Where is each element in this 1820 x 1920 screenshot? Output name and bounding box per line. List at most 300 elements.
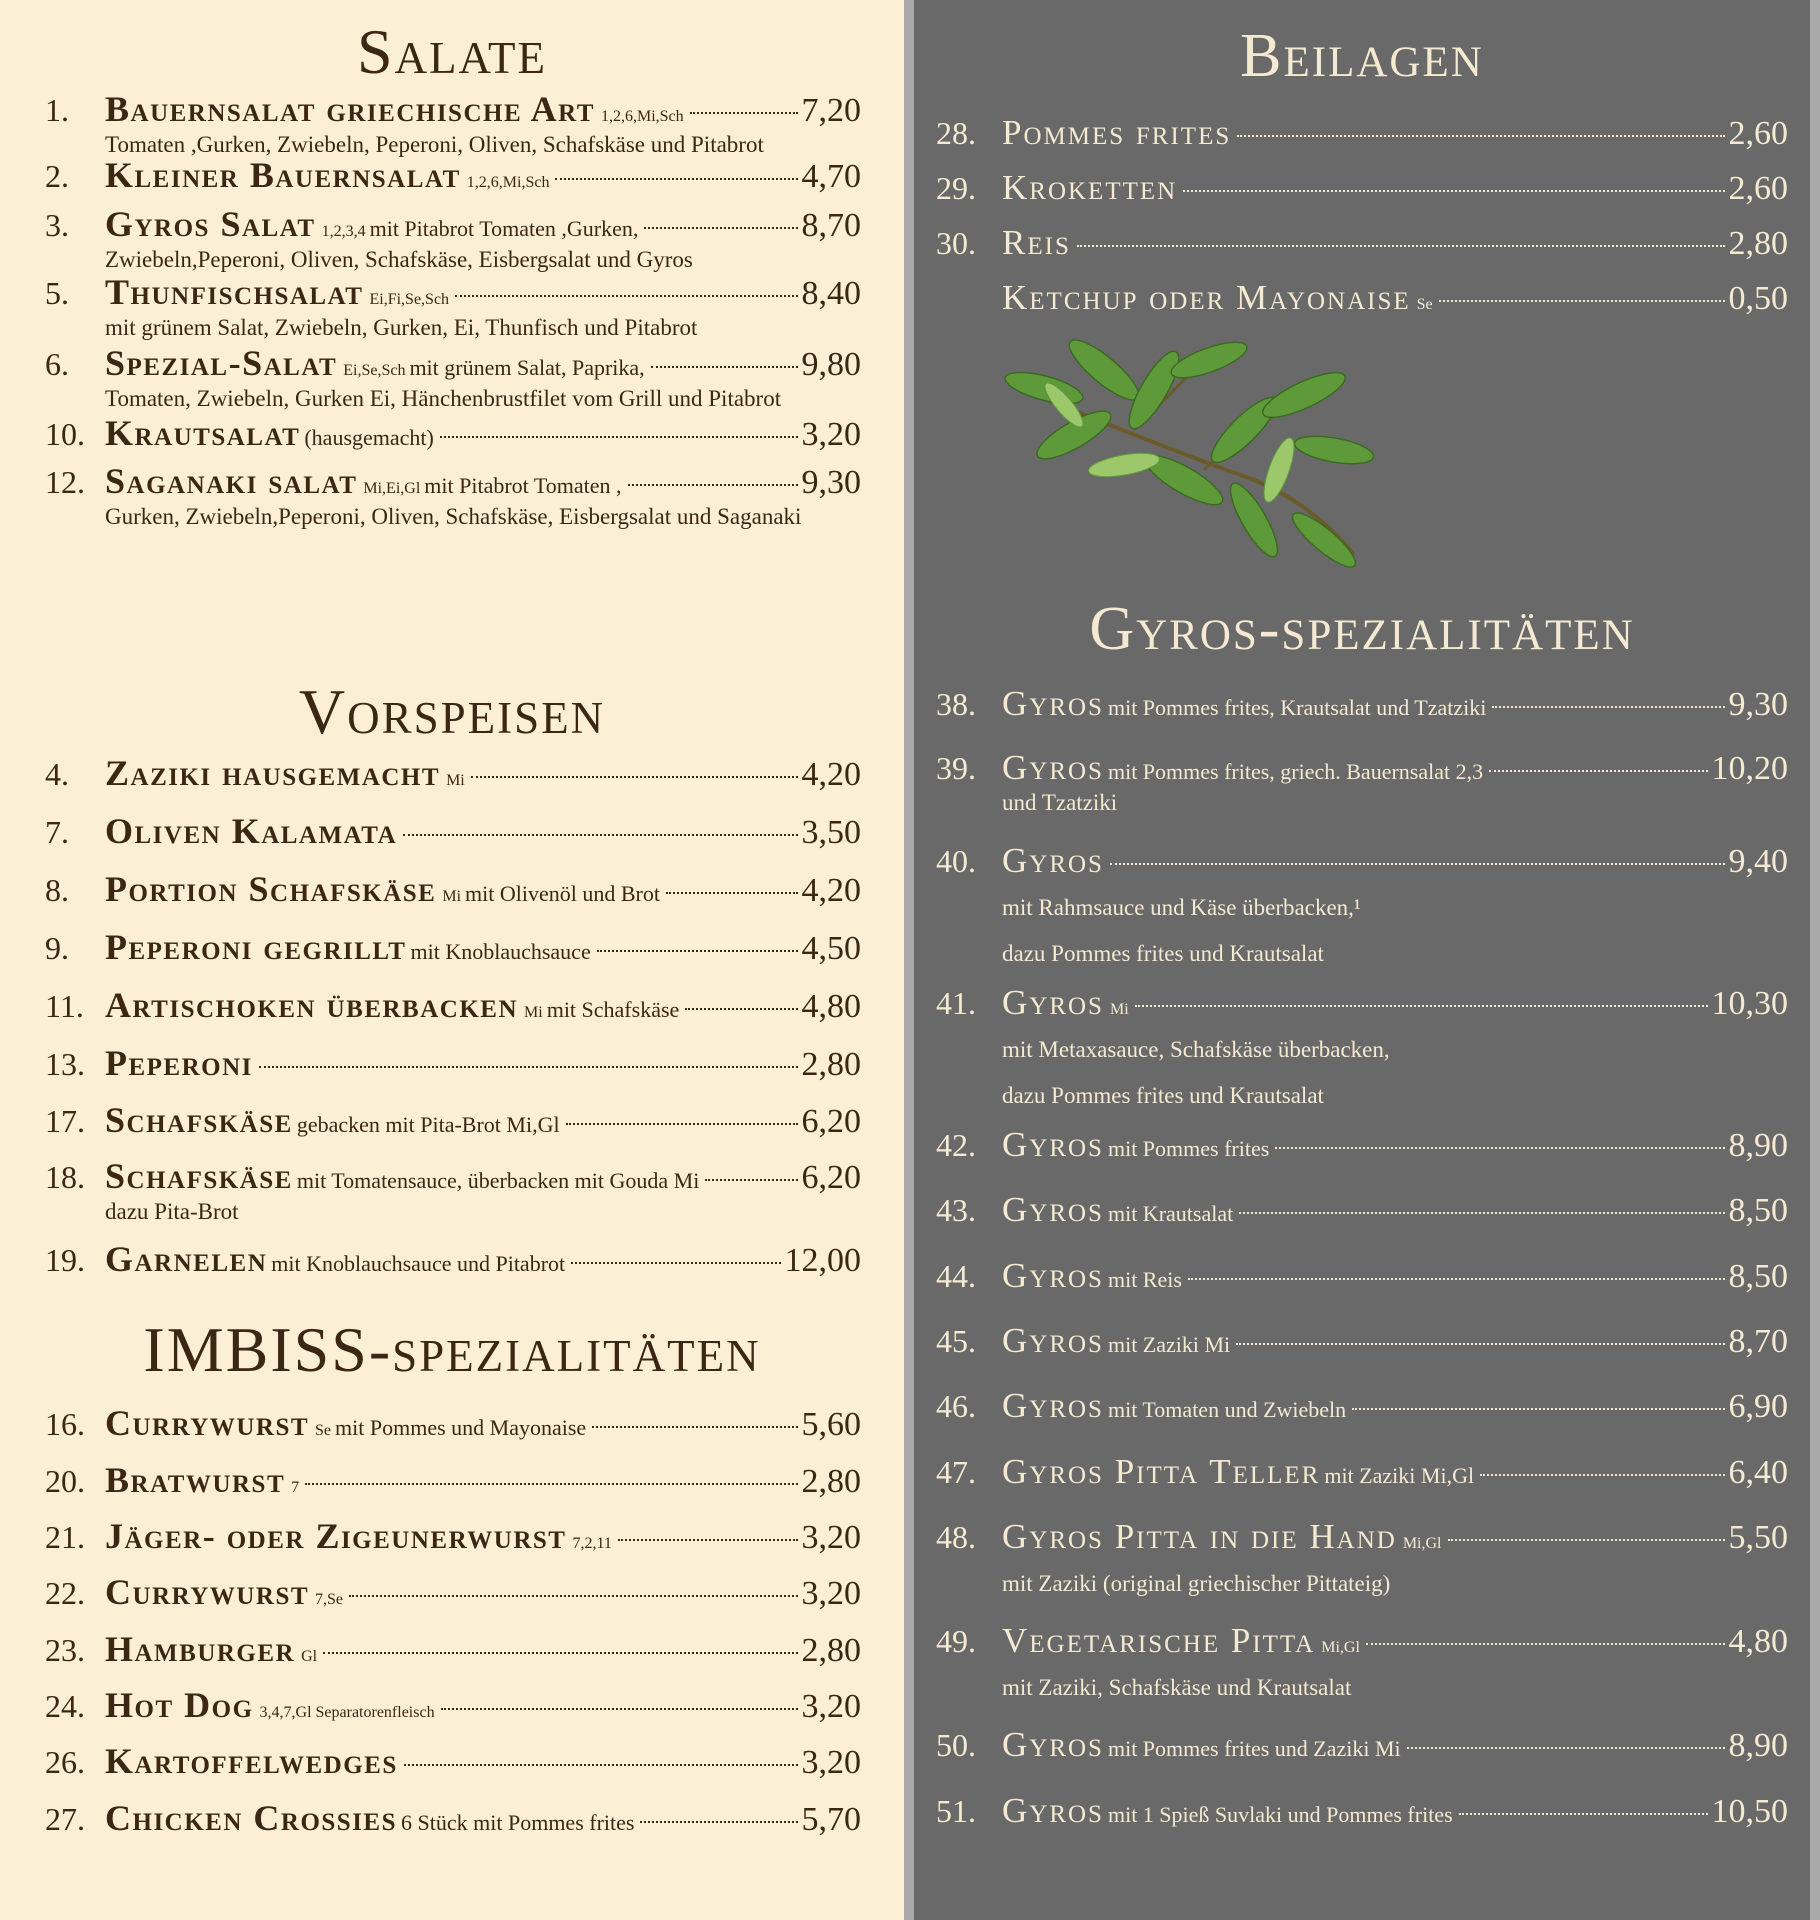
item-name: Vegetarische Pitta	[1002, 1621, 1316, 1660]
item-number: 16.	[45, 1406, 85, 1442]
allergen-codes: Mi	[524, 1004, 543, 1021]
item-description: mit Zaziki (original griechischer Pittateig)	[1002, 1571, 1391, 1596]
menu-item-line	[45, 460, 861, 502]
item-price: 9,30	[801, 464, 861, 501]
item-number: 22.	[45, 1575, 85, 1611]
item-number: 47.	[936, 1454, 976, 1490]
item-description: und Tzatziki	[1002, 790, 1118, 815]
menu-item	[45, 1797, 861, 1839]
item-number: 21.	[45, 1519, 85, 1555]
item-price: 8,90	[1728, 1127, 1788, 1164]
menu-item	[45, 88, 861, 159]
menu-item	[45, 1402, 861, 1444]
menu-item-line	[45, 1459, 861, 1501]
item-name: Schafskäse	[105, 1100, 293, 1140]
item-number: 18.	[45, 1159, 85, 1195]
menu-item-line	[45, 1571, 861, 1613]
item-note: mit Pommes frites, griech. Bauernsalat 2,3	[1107, 759, 1484, 784]
item-price: 3,20	[801, 1519, 861, 1556]
menu-item	[45, 460, 861, 531]
menu-item	[936, 1190, 1788, 1230]
menu-item	[936, 983, 1788, 1115]
menu-item-line	[45, 412, 861, 454]
item-price: 5,50	[1728, 1519, 1788, 1556]
menu-item	[45, 271, 861, 342]
menu-item-line	[45, 154, 861, 196]
item-description: dazu Pommes frites und Krautsalat	[1002, 1083, 1324, 1108]
dot-leader	[1236, 1343, 1724, 1345]
menu-item	[936, 223, 1788, 263]
item-note: mit grünem Salat, Paprika,	[409, 355, 645, 380]
item-price: 2,80	[1728, 225, 1788, 262]
item-number: 8.	[45, 872, 69, 908]
menu-item	[45, 1238, 861, 1280]
allergen-codes: 7,Se	[315, 1591, 344, 1608]
dot-leader	[1407, 1747, 1725, 1749]
dot-leader	[1239, 1212, 1724, 1214]
menu-item-line	[936, 1125, 1788, 1165]
dot-leader	[1110, 863, 1725, 865]
item-price: 0,50	[1728, 280, 1788, 317]
menu-item	[45, 1515, 861, 1557]
menu-item	[936, 1517, 1788, 1603]
menu-item-line	[45, 1797, 861, 1839]
menu-item	[45, 1459, 861, 1501]
menu-item-line	[936, 841, 1788, 881]
item-name: Reis	[1002, 223, 1071, 262]
item-price: 9,30	[1728, 686, 1788, 723]
item-description: mit Metaxasauce, Schafskäse überbacken,	[1002, 1037, 1390, 1062]
item-number: 19.	[45, 1242, 85, 1278]
item-name: Kroketten	[1002, 168, 1178, 207]
dot-leader	[305, 1483, 797, 1485]
item-description: mit Rahmsauce und Käse überbacken,¹	[1002, 895, 1361, 920]
item-number: 45.	[936, 1323, 976, 1359]
item-note: mit Krautsalat	[1107, 1201, 1234, 1226]
dot-leader	[640, 1821, 797, 1823]
item-note: (hausgemacht)	[304, 425, 434, 450]
menu-item-line	[936, 1791, 1788, 1831]
item-name: Currywurst	[105, 1572, 310, 1612]
item-note: mit Zaziki Mi,Gl	[1324, 1463, 1475, 1488]
item-name: Gyros	[1002, 1190, 1104, 1229]
item-name: Artischoken überbacken	[105, 985, 519, 1025]
allergen-codes: 3,4,7,Gl Separatorenfleisch	[259, 1704, 435, 1721]
item-name: Portion Schafskäse	[105, 869, 437, 909]
item-number: 26.	[45, 1744, 85, 1780]
dot-leader	[1489, 770, 1707, 772]
item-price: 9,80	[801, 346, 861, 383]
item-name: Chicken Crossies	[105, 1798, 398, 1838]
allergen-codes: Mi	[442, 888, 462, 905]
item-note: mit 1 Spieß Suvlaki und Pommes frites	[1107, 1802, 1453, 1827]
item-number: 1.	[45, 92, 69, 128]
item-number: 24.	[45, 1688, 85, 1724]
menu-item-line	[45, 868, 861, 910]
dot-leader	[592, 1426, 797, 1428]
allergen-codes: 1,2,6,Mi,Sch	[600, 108, 684, 125]
dot-leader	[651, 366, 798, 368]
item-number: 13.	[45, 1046, 85, 1082]
olive-branch-image	[1004, 330, 1384, 570]
menu-item-line	[45, 1155, 861, 1197]
item-price: 12,00	[784, 1242, 861, 1279]
item-price: 8,50	[1728, 1258, 1788, 1295]
item-name: Bauernsalat griechische Art	[105, 89, 595, 129]
item-name: Ketchup oder Mayonaise	[1002, 278, 1411, 317]
dot-leader	[597, 950, 798, 952]
item-number: 2.	[45, 158, 69, 194]
item-number: 11.	[45, 988, 84, 1024]
item-name: Gyros	[1002, 1125, 1104, 1164]
item-name: Zaziki hausgemacht	[105, 753, 441, 793]
item-name: Peperoni	[105, 1043, 253, 1083]
dot-leader	[644, 227, 797, 229]
dot-leader	[1480, 1474, 1724, 1476]
item-number: 46.	[936, 1388, 976, 1424]
item-price: 10,50	[1711, 1793, 1788, 1830]
menu-item	[936, 841, 1788, 973]
item-price: 4,70	[801, 158, 861, 195]
right-edge-strip	[1810, 0, 1820, 1920]
menu-item	[45, 926, 861, 968]
salate-heading: Salate	[356, 16, 548, 87]
allergen-codes: 1,2,3,4	[321, 223, 366, 240]
item-name: Gyros	[1002, 1321, 1104, 1360]
item-note: mit Tomaten und Zwiebeln	[1107, 1397, 1347, 1422]
allergen-codes: 1,2,6,Mi,Sch	[466, 174, 550, 191]
menu-item-line	[45, 203, 861, 245]
dot-leader	[1188, 1278, 1725, 1280]
dot-leader	[1077, 245, 1725, 247]
allergen-codes: Se	[315, 1422, 332, 1439]
menu-item-line	[936, 278, 1788, 318]
item-name: Gyros	[1002, 684, 1104, 723]
menu-item-line	[936, 1621, 1788, 1661]
item-note: mit Knoblauchsauce	[410, 939, 591, 964]
item-name: Spezial-Salat	[105, 343, 338, 383]
item-name: Schafskäse	[105, 1156, 293, 1196]
menu-item-line	[936, 983, 1788, 1023]
menu-item	[936, 168, 1788, 208]
dot-leader	[1237, 135, 1724, 137]
menu-item-line	[936, 1321, 1788, 1361]
menu-item	[45, 1628, 861, 1670]
allergen-codes: Mi,Ei,Gl	[363, 480, 421, 497]
dot-leader	[690, 112, 798, 114]
menu-item-line	[45, 271, 861, 313]
menu-item	[45, 1740, 861, 1782]
item-name: Gyros	[1002, 1256, 1104, 1295]
item-number: 29.	[936, 170, 976, 206]
menu-item	[45, 984, 861, 1026]
item-price: 7,20	[801, 92, 861, 129]
item-note: mit Reis	[1107, 1267, 1182, 1292]
item-name: Bratwurst	[105, 1460, 286, 1500]
item-description: mit Zaziki, Schafskäse und Krautsalat	[1002, 1675, 1352, 1700]
menu-item-line	[45, 1042, 861, 1084]
menu-item	[936, 113, 1788, 153]
item-name: Gyros	[1002, 1791, 1104, 1830]
allergen-codes: Gl	[301, 1648, 318, 1665]
menu-item-line	[936, 748, 1788, 788]
item-number: 30.	[936, 225, 976, 261]
menu-item-line	[45, 1628, 861, 1670]
item-price: 10,20	[1711, 750, 1788, 787]
item-price: 4,20	[801, 756, 861, 793]
menu-item-line	[936, 1386, 1788, 1426]
item-price: 4,80	[801, 988, 861, 1025]
item-price: 6,20	[801, 1159, 861, 1196]
allergen-codes: Mi	[446, 772, 465, 789]
item-name: Thunfischsalat	[105, 272, 364, 312]
item-number: 9.	[45, 930, 69, 966]
menu-item	[45, 1684, 861, 1726]
item-number: 38.	[936, 686, 976, 722]
item-note: mit Schafskäse	[546, 997, 680, 1022]
vorspeisen-heading: Vorspeisen	[298, 676, 606, 747]
dot-leader	[666, 892, 798, 894]
dot-leader	[685, 1008, 797, 1010]
item-name: Kleiner Bauernsalat	[105, 155, 461, 195]
item-name: Kartoffelwedges	[105, 1741, 398, 1781]
item-number: 5.	[45, 275, 69, 311]
menu-item-line	[936, 168, 1788, 208]
item-price: 5,60	[801, 1406, 861, 1443]
left-panel	[0, 0, 904, 1920]
menu-item-line	[936, 1452, 1788, 1492]
dot-leader	[571, 1262, 780, 1264]
item-name: Gyros	[1002, 1725, 1104, 1764]
dot-leader	[1275, 1147, 1724, 1149]
dot-leader	[566, 1123, 798, 1125]
item-name: Krautsalat	[105, 413, 301, 453]
item-number: 51.	[936, 1793, 976, 1829]
menu-item-line	[936, 1725, 1788, 1765]
item-number: 44.	[936, 1258, 976, 1294]
item-price: 8,50	[1728, 1192, 1788, 1229]
item-description: Gurken, Zwiebeln,Peperoni, Oliven, Schafskäse, Eisbergsalat und Saganaki	[105, 504, 802, 529]
item-price: 2,80	[801, 1463, 861, 1500]
menu-item-line	[45, 342, 861, 384]
item-price: 8,70	[1728, 1323, 1788, 1360]
item-number: 39.	[936, 750, 976, 786]
menu-item-line	[936, 684, 1788, 724]
dot-leader	[440, 436, 798, 438]
item-price: 2,80	[801, 1632, 861, 1669]
dot-leader	[1183, 190, 1724, 192]
menu-item-line	[45, 1740, 861, 1782]
allergen-codes: Ei,Se,Sch	[343, 362, 406, 379]
menu-item-line	[936, 1256, 1788, 1296]
gyros-heading: Gyros-spezialitäten	[1089, 595, 1635, 663]
item-name: Pommes frites	[1002, 113, 1232, 152]
menu-item-line	[936, 1190, 1788, 1230]
dot-leader	[1135, 1005, 1708, 1007]
menu-item	[45, 154, 861, 196]
item-number: 20.	[45, 1463, 85, 1499]
item-name: Jäger- oder Zigeunerwurst	[105, 1516, 567, 1556]
menu-item	[936, 684, 1788, 724]
menu-item-line	[45, 1238, 861, 1280]
item-price: 4,80	[1728, 1623, 1788, 1660]
item-number: 10.	[45, 416, 85, 452]
menu-item-line	[936, 1517, 1788, 1557]
menu-item-line	[45, 1684, 861, 1726]
item-number: 12.	[45, 464, 85, 500]
dot-leader	[1459, 1813, 1708, 1815]
menu-item	[45, 1042, 861, 1084]
item-name: Garnelen	[105, 1239, 268, 1279]
dot-leader	[403, 834, 797, 836]
item-note: gebacken mit Pita-Brot Mi,Gl	[296, 1112, 560, 1137]
item-note: mit Zaziki Mi	[1107, 1332, 1231, 1357]
menu-item	[936, 1125, 1788, 1165]
item-note: mit Pommes frites und Zaziki Mi	[1107, 1736, 1401, 1761]
item-number: 43.	[936, 1192, 976, 1228]
imbiss-heading: IMBISS-spezialitäten	[143, 1314, 761, 1385]
dot-leader	[404, 1764, 798, 1766]
item-price: 6,40	[1728, 1454, 1788, 1491]
item-name: Gyros Salat	[105, 204, 316, 244]
item-number: 41.	[936, 985, 976, 1021]
item-price: 8,90	[1728, 1727, 1788, 1764]
menu-item-line	[936, 223, 1788, 263]
column-divider	[904, 0, 914, 1920]
item-price: 8,70	[801, 207, 861, 244]
menu-item-line	[45, 1515, 861, 1557]
item-name: Gyros	[1002, 841, 1104, 880]
dot-leader	[628, 484, 798, 486]
menu-item-line	[45, 1402, 861, 1444]
dot-leader	[471, 776, 798, 778]
item-name: Saganaki salat	[105, 461, 358, 501]
item-price: 4,50	[801, 930, 861, 967]
item-price: 3,20	[801, 1575, 861, 1612]
item-note: mit Pitabrot Tomaten ,	[424, 473, 622, 498]
item-number: 40.	[936, 843, 976, 879]
allergen-codes: Mi	[1109, 1001, 1129, 1018]
dot-leader	[323, 1652, 797, 1654]
menu-item	[936, 1621, 1788, 1707]
dot-leader	[555, 178, 797, 180]
menu-item-line	[936, 113, 1788, 153]
item-number: 23.	[45, 1632, 85, 1668]
dot-leader	[1492, 706, 1724, 708]
item-note: mit Olivenöl und Brot	[465, 881, 660, 906]
item-price: 10,30	[1711, 985, 1788, 1022]
menu-item-line	[45, 88, 861, 130]
allergen-codes: Mi,Gl	[1402, 1535, 1442, 1552]
item-price: 8,40	[801, 275, 861, 312]
item-name: Hamburger	[105, 1629, 296, 1669]
menu-item	[45, 1155, 861, 1226]
item-note: mit Pommes frites, Krautsalat und Tzatziki	[1107, 695, 1487, 720]
item-name: Oliven Kalamata	[105, 811, 398, 851]
item-name: Hot Dog	[105, 1685, 254, 1725]
dot-leader	[705, 1179, 797, 1181]
item-price: 3,20	[801, 1744, 861, 1781]
item-price: 2,80	[801, 1046, 861, 1083]
menu-item	[45, 203, 861, 274]
item-note: mit Tomatensauce, überbacken mit Gouda Mi	[296, 1168, 700, 1193]
item-number: 48.	[936, 1519, 976, 1555]
item-description: dazu Pita-Brot	[105, 1199, 239, 1224]
dot-leader	[455, 295, 797, 297]
item-description: mit grünem Salat, Zwiebeln, Gurken, Ei, Thunfisch und Pitabrot	[105, 315, 698, 340]
allergen-codes: Ei,Fi,Se,Sch	[369, 291, 450, 308]
item-price: 9,40	[1728, 843, 1788, 880]
item-note: 6 Stück mit Pommes frites	[401, 1810, 635, 1835]
item-name: Gyros	[1002, 1386, 1104, 1425]
menu-item	[936, 1321, 1788, 1361]
allergen-codes: 7,2,11	[572, 1535, 612, 1552]
item-name: Gyros Pitta in die Hand	[1002, 1517, 1397, 1556]
allergen-codes: 7	[291, 1479, 300, 1496]
menu-item	[936, 748, 1788, 817]
menu-item-line	[45, 752, 861, 794]
menu-item	[936, 278, 1788, 318]
item-description: dazu Pommes frites und Krautsalat	[1002, 941, 1324, 966]
menu-item-line	[45, 810, 861, 852]
item-price: 2,60	[1728, 170, 1788, 207]
item-number: 4.	[45, 756, 69, 792]
item-price: 6,90	[1728, 1388, 1788, 1425]
item-note: mit Knoblauchsauce und Pitabrot	[271, 1251, 566, 1276]
item-number: 42.	[936, 1127, 976, 1163]
dot-leader	[1366, 1643, 1725, 1645]
item-note: mit Pommes frites	[1107, 1136, 1270, 1161]
item-price: 3,50	[801, 814, 861, 851]
dot-leader	[1439, 300, 1725, 302]
right-panel	[914, 0, 1810, 1920]
dot-leader	[618, 1539, 798, 1541]
dot-leader	[259, 1066, 798, 1068]
menu-item	[936, 1452, 1788, 1492]
beilagen-heading: Beilagen	[1240, 22, 1484, 90]
item-number: 50.	[936, 1727, 976, 1763]
menu-item	[45, 412, 861, 454]
item-note: mit Pommes und Mayonaise	[335, 1415, 587, 1440]
item-number: 27.	[45, 1801, 85, 1837]
allergen-codes: Mi,Gl	[1321, 1639, 1360, 1656]
allergen-codes: Se	[1416, 296, 1433, 313]
item-price: 4,20	[801, 872, 861, 909]
item-number: 49.	[936, 1623, 976, 1659]
menu-item	[936, 1725, 1788, 1765]
menu-item	[45, 1571, 861, 1613]
item-price: 5,70	[801, 1801, 861, 1838]
item-number: 3.	[45, 207, 69, 243]
item-name: Gyros Pitta Teller	[1002, 1452, 1321, 1491]
item-name: Peperoni gegrillt	[105, 927, 407, 967]
item-price: 6,20	[801, 1103, 861, 1140]
item-number: 7.	[45, 814, 69, 850]
dot-leader	[1448, 1539, 1725, 1541]
menu-item-line	[45, 1099, 861, 1141]
menu-item	[936, 1791, 1788, 1831]
menu-item	[45, 342, 861, 413]
dot-leader	[441, 1708, 798, 1710]
item-name: Currywurst	[105, 1403, 310, 1443]
menu-item	[936, 1256, 1788, 1296]
menu-item-line	[45, 984, 861, 1026]
item-name: Gyros	[1002, 748, 1104, 787]
item-description: Tomaten, Zwiebeln, Gurken Ei, Hänchenbrustfilet vom Grill und Pitabrot	[105, 386, 782, 411]
menu-item	[45, 868, 861, 910]
menu-item	[936, 1386, 1788, 1426]
item-description: Tomaten ,Gurken, Zwiebeln, Peperoni, Oliven, Schafskäse und Pitabrot	[105, 132, 764, 157]
